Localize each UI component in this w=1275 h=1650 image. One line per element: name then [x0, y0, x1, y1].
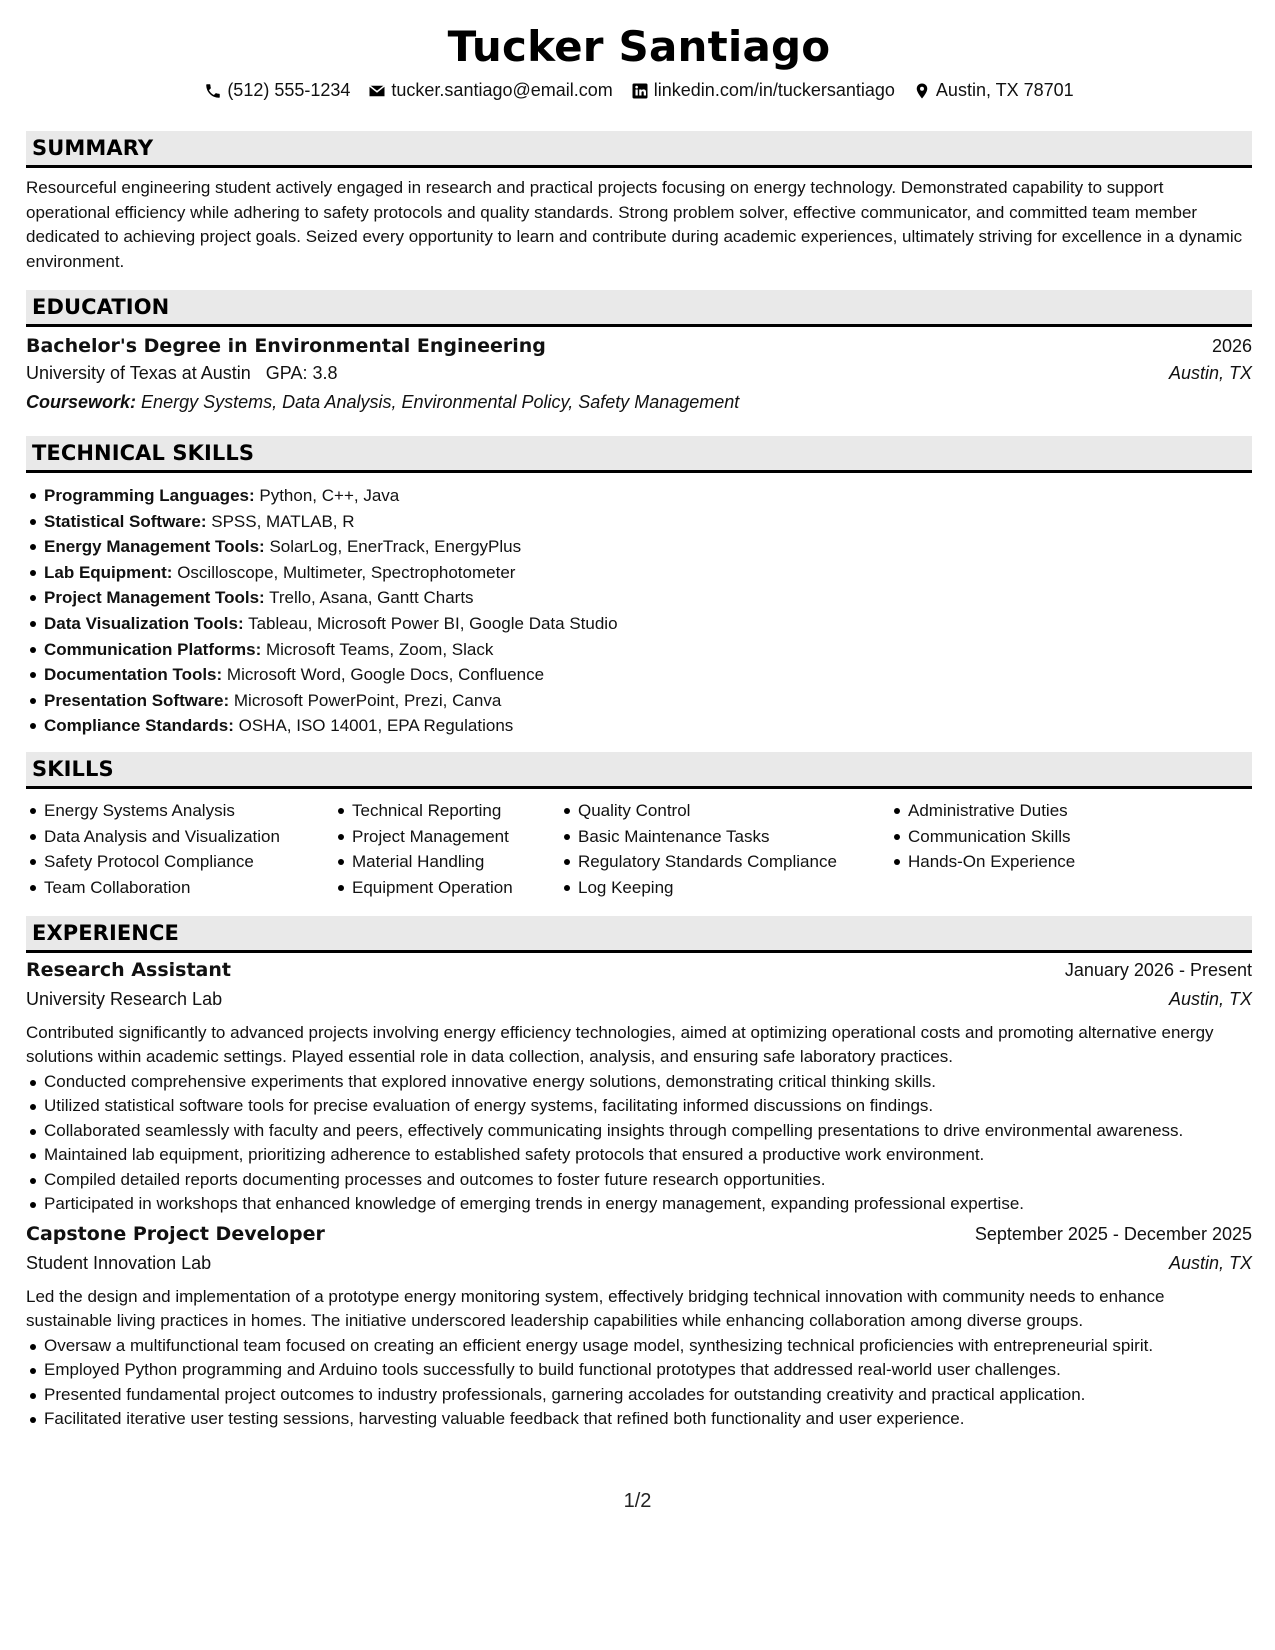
page-number: 1/2 — [623, 1490, 652, 1512]
job-entry — [26, 1223, 1252, 1432]
education-entry — [26, 335, 1252, 422]
list-item: Lab Equipment: Oscilloscope, Multimeter, Spectrophotometer — [44, 560, 1252, 586]
list-item: Compliance Standards: OSHA, ISO 14001, EPA Regulations — [44, 713, 1252, 739]
graduation-year: 2026 — [1211, 336, 1252, 356]
skills-column — [890, 798, 1248, 901]
list-item: Documentation Tools: Microsoft Word, Google Docs, Confluence — [44, 662, 1252, 688]
list-item: Participated in workshops that enhanced knowledge of emerging trends in energy management, expanding professional expertise. — [44, 1192, 1252, 1217]
job-organization: University Research Lab — [26, 988, 223, 1009]
list-item: Basic Maintenance Tasks — [578, 824, 890, 850]
list-item: Quality Control — [578, 798, 890, 824]
job-title: Research Assistant — [26, 958, 231, 981]
job-bullets — [26, 1334, 1252, 1432]
contact-location — [913, 80, 1074, 101]
list-item: Oversaw a multifunctional team focused on creating an efficient energy usage model, synthesizing technical proficiencies with entrepreneurial spirit. — [44, 1334, 1252, 1359]
job-location: Austin, TX — [1168, 988, 1252, 1009]
list-item: Administrative Duties — [908, 798, 1248, 824]
job-entry — [26, 959, 1252, 1217]
linkedin-icon — [631, 82, 649, 100]
list-item: Communication Platforms: Microsoft Teams, Zoom, Slack — [44, 637, 1252, 663]
gpa: GPA: 3.8 — [265, 363, 338, 383]
job-bullets — [26, 1070, 1252, 1217]
list-item: Project Management — [352, 824, 560, 850]
list-item: Collaborated seamlessly with faculty and peers, effectively communicating insights through compelling presentations to drive environmental awareness. — [44, 1119, 1252, 1144]
skills-column — [334, 798, 560, 901]
list-item: Safety Protocol Compliance — [44, 849, 334, 875]
list-item: Conducted comprehensive experiments that explored innovative energy solutions, demonstrating critical thinking skills. — [44, 1070, 1252, 1095]
school-location: Austin, TX — [1168, 363, 1252, 383]
job-description: Contributed significantly to advanced projects involving energy efficiency technologies, aimed at optimizing operational costs and promoting alternative energy solutions within academic settings. Played essential role in data collection, analysis, and ensuring safe laboratory practices. — [26, 1022, 1214, 1067]
linkedin-text: linkedin.com/in/tuckersantiago — [653, 80, 895, 100]
list-item: Material Handling — [352, 849, 560, 875]
list-item: Employed Python programming and Arduino tools successfully to build functional prototypes that addressed real-world user challenges. — [44, 1358, 1252, 1383]
contact-email[interactable] — [368, 80, 612, 101]
list-item: Communication Skills — [908, 824, 1248, 850]
coursework-list: Energy Systems, Data Analysis, Environmental Policy, Safety Management — [141, 392, 740, 412]
technical-skills-list — [26, 483, 1252, 739]
candidate-name: Tucker Santiago — [447, 22, 831, 71]
map-pin-icon — [913, 82, 931, 100]
list-item: Technical Reporting — [352, 798, 560, 824]
list-item: Equipment Operation — [352, 875, 560, 901]
school-name: University of Texas at Austin — [26, 363, 251, 383]
coursework-line — [26, 392, 1252, 422]
job-dates: September 2025 - December 2025 — [974, 1223, 1252, 1244]
list-item: Energy Management Tools: SolarLog, EnerTrack, EnergyPlus — [44, 534, 1252, 560]
job-dates: January 2026 - Present — [1064, 959, 1252, 980]
skills-grid — [26, 798, 1252, 901]
resume-page — [26, 0, 1252, 1432]
coursework-label: Coursework: — [26, 392, 137, 412]
job-description: Led the design and implementation of a prototype energy monitoring system, effectively bridging technical innovation with community needs to enhance sustainable living practices in homes. The initiative underscored leadership capabilities while enhancing collaboration among diverse groups. — [26, 1286, 1165, 1331]
envelope-icon — [368, 82, 386, 100]
contact-linkedin[interactable] — [631, 80, 895, 101]
list-item: Programming Languages: Python, C++, Java — [44, 483, 1252, 509]
list-item: Data Visualization Tools: Tableau, Microsoft Power BI, Google Data Studio — [44, 611, 1252, 637]
education-heading: EDUCATION — [26, 290, 1252, 327]
list-item: Statistical Software: SPSS, MATLAB, R — [44, 509, 1252, 535]
contact-bar — [26, 80, 1252, 101]
list-item: Facilitated iterative user testing sessions, harvesting valuable feedback that refined both functionality and user experience. — [44, 1407, 1252, 1432]
phone-icon — [204, 82, 222, 100]
skills-column — [26, 798, 334, 901]
list-item: Hands-On Experience — [908, 849, 1248, 875]
degree-title: Bachelor's Degree in Environmental Engineering — [26, 335, 546, 357]
list-item: Presented fundamental project outcomes to industry professionals, garnering accolades for outstanding creativity and practical application. — [44, 1383, 1252, 1408]
summary-text: Resourceful engineering student actively engaged in research and practical projects focusing on energy technology. Demonstrated capability to support operational efficiency while adhering to safety protocols and quality standards. Strong problem solver, effective communicator, and committed team member dedicated to achieving project goals. Seized every opportunity to learn and contribute during academic experiences, ultimately striving for excellence in a dynamic environment. — [26, 178, 1243, 271]
list-item: Team Collaboration — [44, 875, 334, 901]
job-title: Capstone Project Developer — [26, 1222, 325, 1245]
list-item: Project Management Tools: Trello, Asana, Gantt Charts — [44, 585, 1252, 611]
summary-heading: SUMMARY — [26, 131, 1252, 168]
list-item: Energy Systems Analysis — [44, 798, 334, 824]
experience-heading: EXPERIENCE — [26, 916, 1252, 953]
school-line — [26, 363, 338, 384]
job-organization: Student Innovation Lab — [26, 1252, 212, 1273]
list-item: Data Analysis and Visualization — [44, 824, 334, 850]
job-location: Austin, TX — [1168, 1252, 1252, 1273]
list-item: Maintained lab equipment, prioritizing adherence to established safety protocols that ensured a productive work environment. — [44, 1143, 1252, 1168]
skills-heading: SKILLS — [26, 752, 1252, 789]
phone-text: (512) 555-1234 — [227, 80, 351, 100]
list-item: Utilized statistical software tools for precise evaluation of energy systems, facilitating informed discussions on findings. — [44, 1094, 1252, 1119]
location-text: Austin, TX 78701 — [935, 80, 1074, 100]
list-item: Compiled detailed reports documenting processes and outcomes to foster future research opportunities. — [44, 1168, 1252, 1193]
contact-phone[interactable] — [204, 80, 350, 101]
list-item: Presentation Software: Microsoft PowerPoint, Prezi, Canva — [44, 688, 1252, 714]
list-item: Log Keeping — [578, 875, 890, 901]
list-item: Regulatory Standards Compliance — [578, 849, 890, 875]
skills-column — [560, 798, 890, 901]
email-text: tucker.santiago@email.com — [391, 80, 613, 100]
technical-skills-heading: TECHNICAL SKILLS — [26, 436, 1252, 473]
